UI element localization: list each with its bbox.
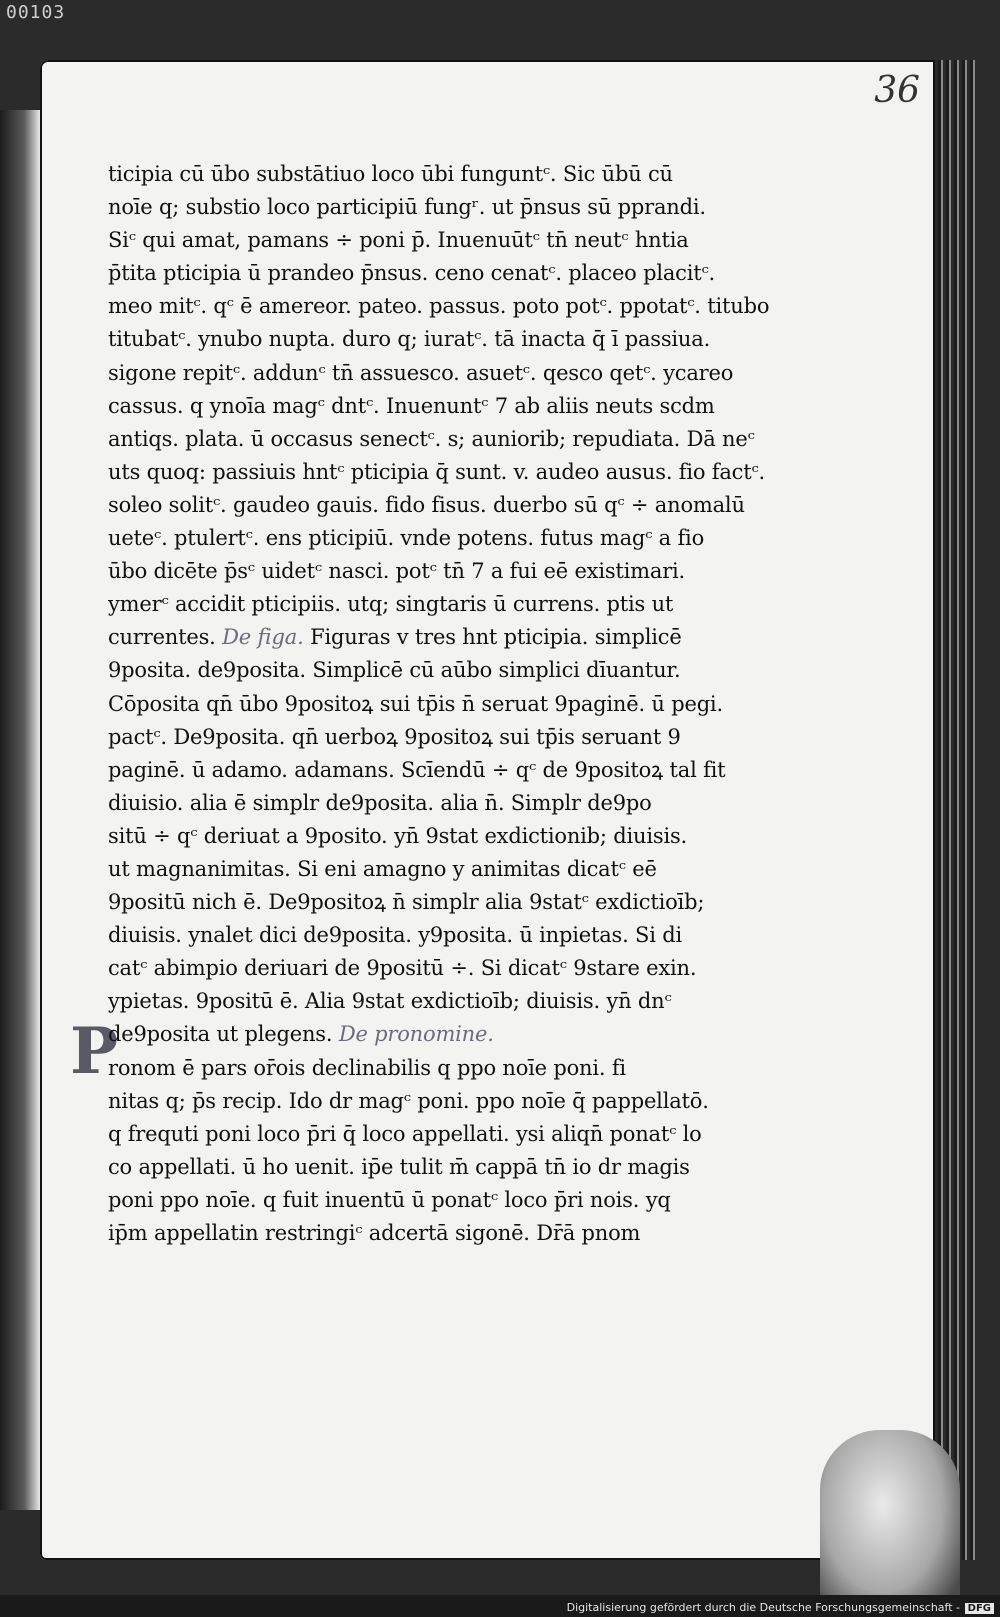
text-line: ronom ē pars or̄ois declinabilis q ppo noīe poni. fi xyxy=(108,1055,626,1080)
text-line: diuisis. ynalet dici de9posita. y9posita. ū inpietas. Si di xyxy=(108,923,682,948)
text-line: p̄tita pticipia ū prandeo p̄nsus. ceno cenatᶜ. placeo placitᶜ. xyxy=(108,261,716,286)
text-line: 9posita. de9posita. Simplicē cū aūbo simplici dīuantur. xyxy=(108,658,681,683)
rubric-de-figura: De figa. xyxy=(222,625,304,650)
text-line: ypietas. 9positū ē. Alia 9stat exdictioīb; diuisis. yn̄ dnᶜ xyxy=(108,989,672,1014)
rubric-de-pronomine: De pronomine. xyxy=(338,1022,494,1047)
text-line: nitas q; p̄s recip. Ido dr magᶜ poni. ppo noīe q̄ pappellatō. xyxy=(108,1088,709,1113)
folio-number: 36 xyxy=(874,70,920,111)
dfg-logo: DFG xyxy=(965,1603,994,1614)
book-left-edge xyxy=(0,110,40,1510)
text-line: titubatᶜ. ynubo nupta. duro q; iuratᶜ. tā inacta q̄ ī passiua. xyxy=(108,327,711,352)
holder-thumb xyxy=(820,1430,960,1617)
scan-id-label: 00103 xyxy=(6,2,66,23)
text-line: ūbo dicēte p̄sᶜ uidetᶜ nasci. potᶜ tn̄ 7 a fui eē existimari. xyxy=(108,559,686,584)
text-segment: de9posita ut plegens. xyxy=(108,1022,333,1047)
text-line: catᶜ abimpio deriuari de 9positū ÷. Si dicatᶜ 9stare exin. xyxy=(108,956,697,981)
text-line: ueteᶜ. ptulertᶜ. ens pticipiū. vnde potens. futus magᶜ a fio xyxy=(108,526,705,551)
manuscript-text xyxy=(108,158,798,1283)
text-line: diuisio. alia ē simplr de9posita. alia n̄. Simplr de9po xyxy=(108,790,652,815)
text-line: sitū ÷ qᶜ deriuat a 9posito. yn̄ 9stat exdictionib; diuisis. xyxy=(108,823,688,848)
text-segment: currentes. xyxy=(108,625,216,650)
text-line: ymerᶜ accidit pticipiis. utq; singtaris ū currens. ptis ut xyxy=(108,592,674,617)
text-line: Siᶜ qui amat, pamans ÷ poni p̄. Inuenuūtᶜ tn̄ neutᶜ hntia xyxy=(108,228,689,253)
text-line: q frequti poni loco p̄ri q̄ loco appellati. ysi aliqn̄ ponatᶜ lo xyxy=(108,1121,702,1146)
text-line xyxy=(108,1250,798,1283)
text-line: 9positū nich ē. De9positoꝝ n̄ simplr alia 9statᶜ exdictioīb; xyxy=(108,890,705,915)
text-segment: Figuras v tres hnt pticipia. simplicē xyxy=(310,625,682,650)
text-line: cassus. q ynoīa magᶜ dntᶜ. Inuenuntᶜ 7 ab aliis neuts scdm xyxy=(108,393,715,418)
text-line: paginē. ū adamo. adamans. Scīendū ÷ qᶜ de 9positoꝝ tal fit xyxy=(108,757,726,782)
text-line: ticipia cū ūbo substātiuo loco ūbi funguntᶜ. Sic ūbū cū xyxy=(108,162,673,186)
text-line: noīe q; substio loco participiū fungʳ. ut p̄nsus sū pprandi. xyxy=(108,195,706,220)
text-line-with-rubric xyxy=(108,621,798,654)
text-line: uts quoq: passiuis hntᶜ pticipia q̄ sunt. v. audeo ausus. fio factᶜ. xyxy=(108,459,766,484)
text-line: pactᶜ. De9posita. qn̄ uerboꝝ 9positoꝝ sui tp̄is seruant 9 xyxy=(108,724,681,749)
page-stack-edge xyxy=(930,60,975,1560)
text-line: soleo solitᶜ. gaudeo gauis. fido fisus. duerbo sū qᶜ ÷ anomalū xyxy=(108,492,745,517)
footer-bar xyxy=(0,1595,1000,1617)
text-line: antiqs. plata. ū occasus senectᶜ. s; auniorib; repudiata. Dā neᶜ xyxy=(108,426,755,451)
text-line: meo mitᶜ. qᶜ ē amereor. pateo. passus. poto potᶜ. ppotatᶜ. titubo xyxy=(108,294,770,319)
decorated-initial: P xyxy=(70,1014,119,1089)
text-line: co appellati. ū ho uenit. ip̄e tulit m̄ cappā tn̄ io dr magis xyxy=(108,1154,690,1179)
text-line: ip̄m appellatin restringiᶜ adcertā sigonē. Dr̄ā pnom xyxy=(108,1221,641,1245)
text-line: sigone repitᶜ. addunᶜ tn̄ assuesco. asuetᶜ. qesco qetᶜ. ycareo xyxy=(108,360,734,385)
text-line: Cōposita qn̄ ūbo 9positoꝝ sui tp̄is n̄ seruat 9paginē. ū pegi. xyxy=(108,691,723,716)
text-line-with-heading xyxy=(108,1018,798,1051)
text-line: poni ppo noīe. q fuit inuentū ū ponatᶜ loco p̄ri nois. yq xyxy=(108,1187,671,1212)
text-line: ut magnanimitas. Si eni amagno y animitas dicatᶜ eē xyxy=(108,856,657,881)
funding-credit: Digitalisierung gefördert durch die Deutsche Forschungsgemeinschaft - xyxy=(566,1601,960,1614)
